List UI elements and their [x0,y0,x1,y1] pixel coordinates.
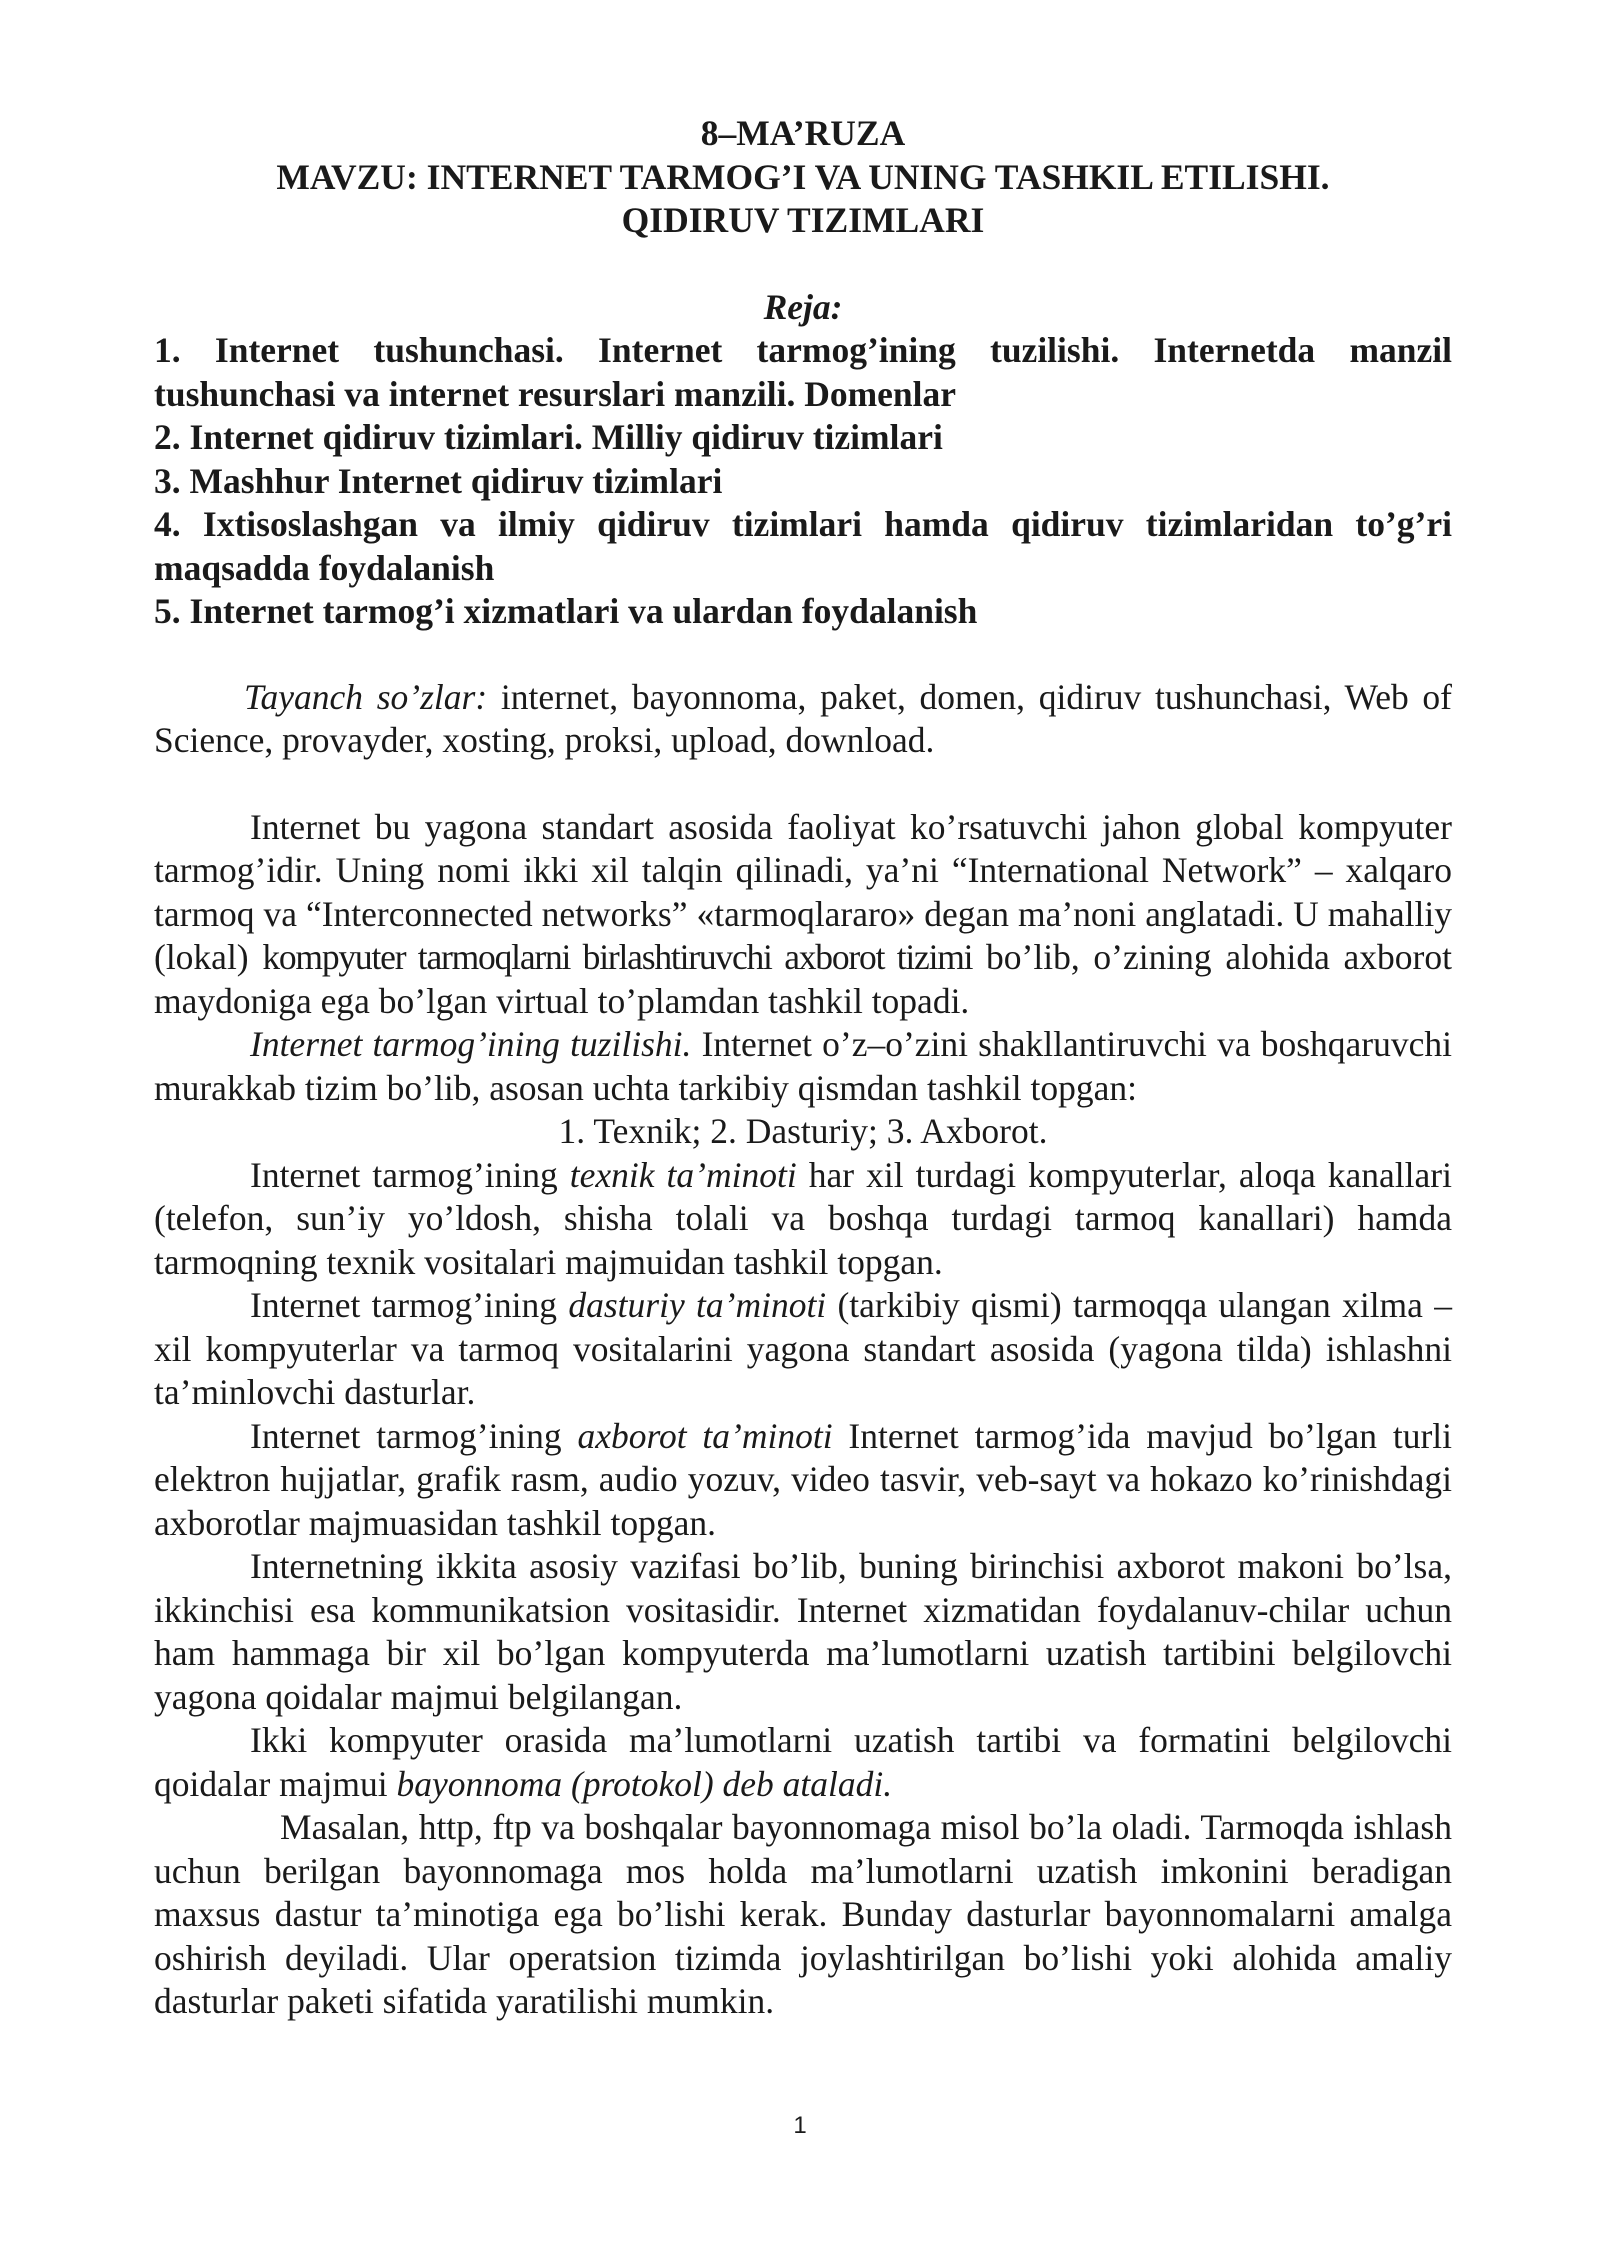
plan-item: 5. Internet tarmog’i xizmatlari va ulardan foydalanish [154,591,978,631]
keywords-text: internet, bayonnoma, paket, domen, qidiruv tushunchasi, Web of Science, provayder, xosting, proksi, upload, download. [154,676,1452,760]
lecture-title [154,112,1452,243]
paragraph-text: bo’lib, o’zining alohida axborot maydoniga ega bo’lgan virtual to’plamdan tashkil topadi. [154,937,1452,1021]
paragraph-text: Ikki kompyuter orasida ma’lumotlarni uzatish tartibi va formatini belgilovchi qoidalar majmui [154,1720,1452,1804]
lecture-topic-continued: QIDIRUV TIZIMLARI [621,200,985,240]
paragraph-internet-structure [154,1023,1452,1110]
structure-parts-list: 1. Texnik; 2. Dasturiy; 3. Axborot. [558,1111,1048,1151]
paragraph-text: Internet tarmog’ining [250,1154,570,1195]
paragraph-text: Internet tarmog’ining [250,1415,578,1456]
plan-item: 4. Ixtisoslashgan va ilmiy qidiruv tizimlari hamda qidiruv tizimlaridan to’g’ri maqsadda foydalanish [154,504,1452,588]
keywords-paragraph [154,676,1452,763]
plan-item: 1. Internet tushunchasi. Internet tarmog’ining tuzilishi. Internetda manzil tushunchasi va internet resurslari manzili. Domenlar [154,330,1452,414]
paragraph-emphasis: texnik ta’minoti [569,1154,797,1195]
paragraph-protocol-definition [154,1719,1452,1806]
lecture-number: 8–MA’RUZA [700,113,906,153]
paragraph-internet-functions: Internetning ikkita asosiy vazifasi bo’lib, buning birinchisi axborot makoni bo’lsa, ikkinchisi esa kommunikatsion vositasidir. Internet xizmatidan foydalanuv-chilar uchun ham hammaga bir xil bo’lgan kompyuterda ma’lumotlarni uzatish tartibini belgilovchi yagona qoidalar majmui belgilangan. [154,1546,1452,1717]
paragraph-text: har xil turdagi kompyuterlar, aloqa kanallari (telefon, sun’iy yo’ldosh, shisha tolali va boshqa turdagi tarmoq kanallari) hamda tarmoqning texnik vositalari majmuidan tashkil topgan. [154,1154,1452,1282]
paragraph-text: Internet tarmog’ining [250,1285,569,1325]
paragraph-text: Internet tarmog’ida mavjud bo’lgan turli elektron hujjatlar, grafik rasm, audio yozuv, video tasvir, veb-sayt va hokazo ko’rinishdagi axborotlar majmuasidan tashkil topgan. [154,1415,1452,1543]
plan-item: 3. Mashhur Internet qidiruv tizimlari [154,460,723,501]
paragraph-emphasis: Internet tarmog’ining tuzilishi. [250,1024,692,1064]
paragraph-software-support [154,1284,1452,1415]
paragraph-internet-definition [154,806,1452,1024]
paragraph-technical-support [154,1154,1452,1285]
paragraph-emphasis: axborot ta’minoti [577,1415,833,1456]
plan-list [154,329,1452,634]
page-number: 1 [793,2112,807,2139]
keywords-label: Tayanch so’zlar: [244,676,488,717]
paragraph-emphasis: bayonnoma (protokol) deb ataladi. [396,1763,893,1804]
plan-item: 2. Internet qidiruv tizimlari. Milliy qidiruv tizimlari [154,417,943,457]
paragraph-text: kompyuter tarmoqlarni birlashtiruvchi axborot tizimi [262,937,973,977]
paragraph-protocol-examples: Masalan, http, ftp va boshqalar bayonnomaga misol bo’la oladi. Tarmoqda ishlash uchun berilgan bayonnomaga mos holda ma’lumotlarni uzatish imkonini beradigan maxsus dastur ta’minotiga ega bo’lishi kerak. Bunday dasturlar bayonnomalarni amalga oshirish deyiladi. Ular operatsion tizimda joylashtirilgan bo’lishi yoki alohida amaliy dasturlar paketi sifatida yaratilishi mumkin. [154,1807,1452,2021]
paragraph-text: Internet bu yagona standart asosida faoliyat ko’rsatuvchi jahon global kompyuter tarmog’idir. Uning nomi ikki xil talqin qilinadi, ya’ni “International Network” – xalqaro tarmoq va “Interconnected networks” «tarmoqlararo» degan ma’noni anglatadi. U mahalliy (lokal) [154,806,1452,977]
paragraph-text: (tarkibiy qismi) tarmoqqa ulangan xilma – xil kompyuterlar va tarmoq vositalarini yagona standart asosida (yagona tilda) ishlashni ta’minlovchi dasturlar. [154,1285,1452,1412]
plan-heading: Reja: [763,286,843,327]
page-content [154,112,1452,2024]
paragraph-information-support [154,1415,1452,1546]
paragraph-emphasis: dasturiy ta’minoti [568,1285,827,1325]
paragraph-text: Internet o’z–o’zini shakllantiruvchi va boshqaruvchi murakkab tizim bo’lib, asosan uchta tarkibiy qismdan tashkil topgan: [154,1024,1453,1108]
lecture-topic: MAVZU: INTERNET TARMOG’I VA UNING TASHKIL ETILISHI. [276,156,1330,197]
